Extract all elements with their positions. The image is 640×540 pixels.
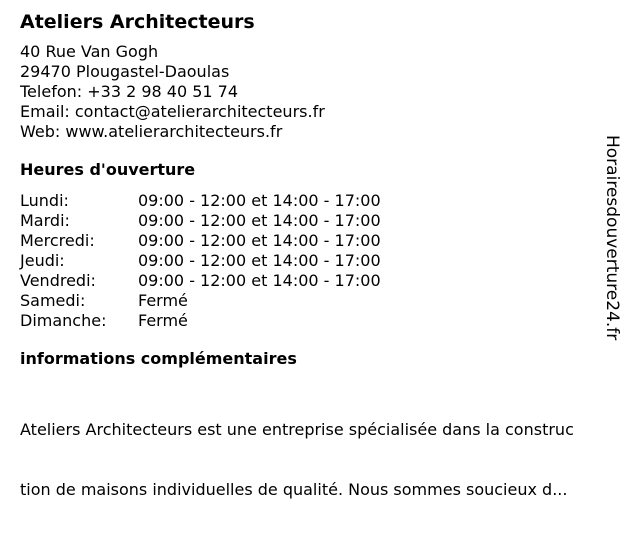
time-value: 09:00 - 12:00 et 14:00 - 17:00 (138, 191, 381, 210)
hours-heading: Heures d'ouverture (20, 160, 196, 179)
time-value: Fermé (138, 311, 188, 330)
day-label: Mardi: (20, 211, 70, 230)
day-label: Dimanche: (20, 311, 107, 330)
description-line: tion de maisons individuelles de qualité. Nous sommes soucieux d... (20, 480, 568, 499)
time-value: 09:00 - 12:00 et 14:00 - 17:00 (138, 271, 381, 290)
description-line: Ateliers Architecteurs est une entreprise spécialisée dans la construc (20, 420, 574, 439)
time-value: 09:00 - 12:00 et 14:00 - 17:00 (138, 231, 381, 250)
hours-row-monday (20, 191, 615, 211)
phone-text: Telefon: +33 2 98 40 51 74 (20, 82, 239, 101)
website-text: Web: www.atelierarchitecteurs.fr (20, 122, 283, 141)
hours-table (20, 191, 615, 331)
watermark-text: Horairesdouverture24.fr (602, 135, 622, 341)
hours-row-saturday (20, 291, 615, 311)
hours-row-sunday (20, 311, 615, 331)
business-name: Ateliers Architecteurs (20, 11, 255, 33)
hours-row-thursday (20, 251, 615, 271)
hours-row-wednesday (20, 231, 615, 251)
day-label: Mercredi: (20, 231, 95, 250)
day-label: Jeudi: (20, 251, 65, 270)
address-city: 29470 Plougastel-Daoulas (20, 62, 230, 81)
time-value: 09:00 - 12:00 et 14:00 - 17:00 (138, 251, 381, 270)
hours-row-friday (20, 271, 615, 291)
address-street: 40 Rue Van Gogh (20, 42, 159, 61)
contact-block (20, 42, 615, 142)
time-value: 09:00 - 12:00 et 14:00 - 17:00 (138, 211, 381, 230)
description (20, 380, 615, 540)
business-card (20, 8, 615, 540)
info-heading: informations complémentaires (20, 349, 297, 368)
day-label: Lundi: (20, 191, 69, 210)
hours-row-tuesday (20, 211, 615, 231)
day-label: Vendredi: (20, 271, 96, 290)
day-label: Samedi: (20, 291, 86, 310)
email-text: Email: contact@atelierarchitecteurs.fr (20, 102, 325, 121)
time-value: Fermé (138, 291, 188, 310)
